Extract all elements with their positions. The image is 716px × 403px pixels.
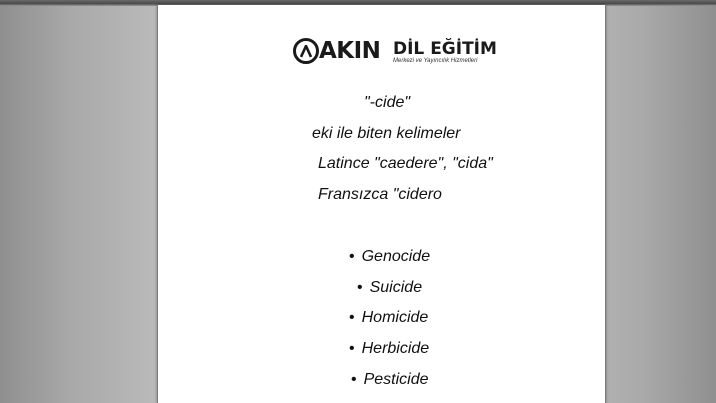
list-item-text: Herbicide [361,340,430,357]
logo-mark-icon [293,38,319,64]
text-line-3: Fransızca "cidero [318,186,442,203]
list-item [351,370,429,390]
list-item [357,278,422,298]
bullet: • [349,248,355,265]
akin-dil-egitim-logo [291,36,497,72]
logo-tagline: Merkezi ve Yayıncılık Hizmetleri [393,58,478,64]
list-item-text: Homicide [361,309,429,326]
list-item [349,308,428,328]
list-item-text: Genocide [361,248,431,265]
logo-brand-text: AKIN [319,38,381,64]
text-line-1: eki ile biten kelimeler [312,125,461,142]
heading-cide: "-cide" [364,94,411,111]
list-item [349,247,430,267]
bullet: • [349,309,355,326]
bullet: • [351,371,357,388]
document-page [157,5,606,403]
bullet: • [357,279,363,296]
list-item-text: Pesticide [363,371,429,388]
list-item [349,339,429,359]
bullet: • [349,340,355,357]
list-item-text: Suicide [369,279,423,296]
text-line-2: Latince "caedere", "cida" [318,155,493,172]
logo-name-text: DİL EĞİTİM [393,39,497,59]
